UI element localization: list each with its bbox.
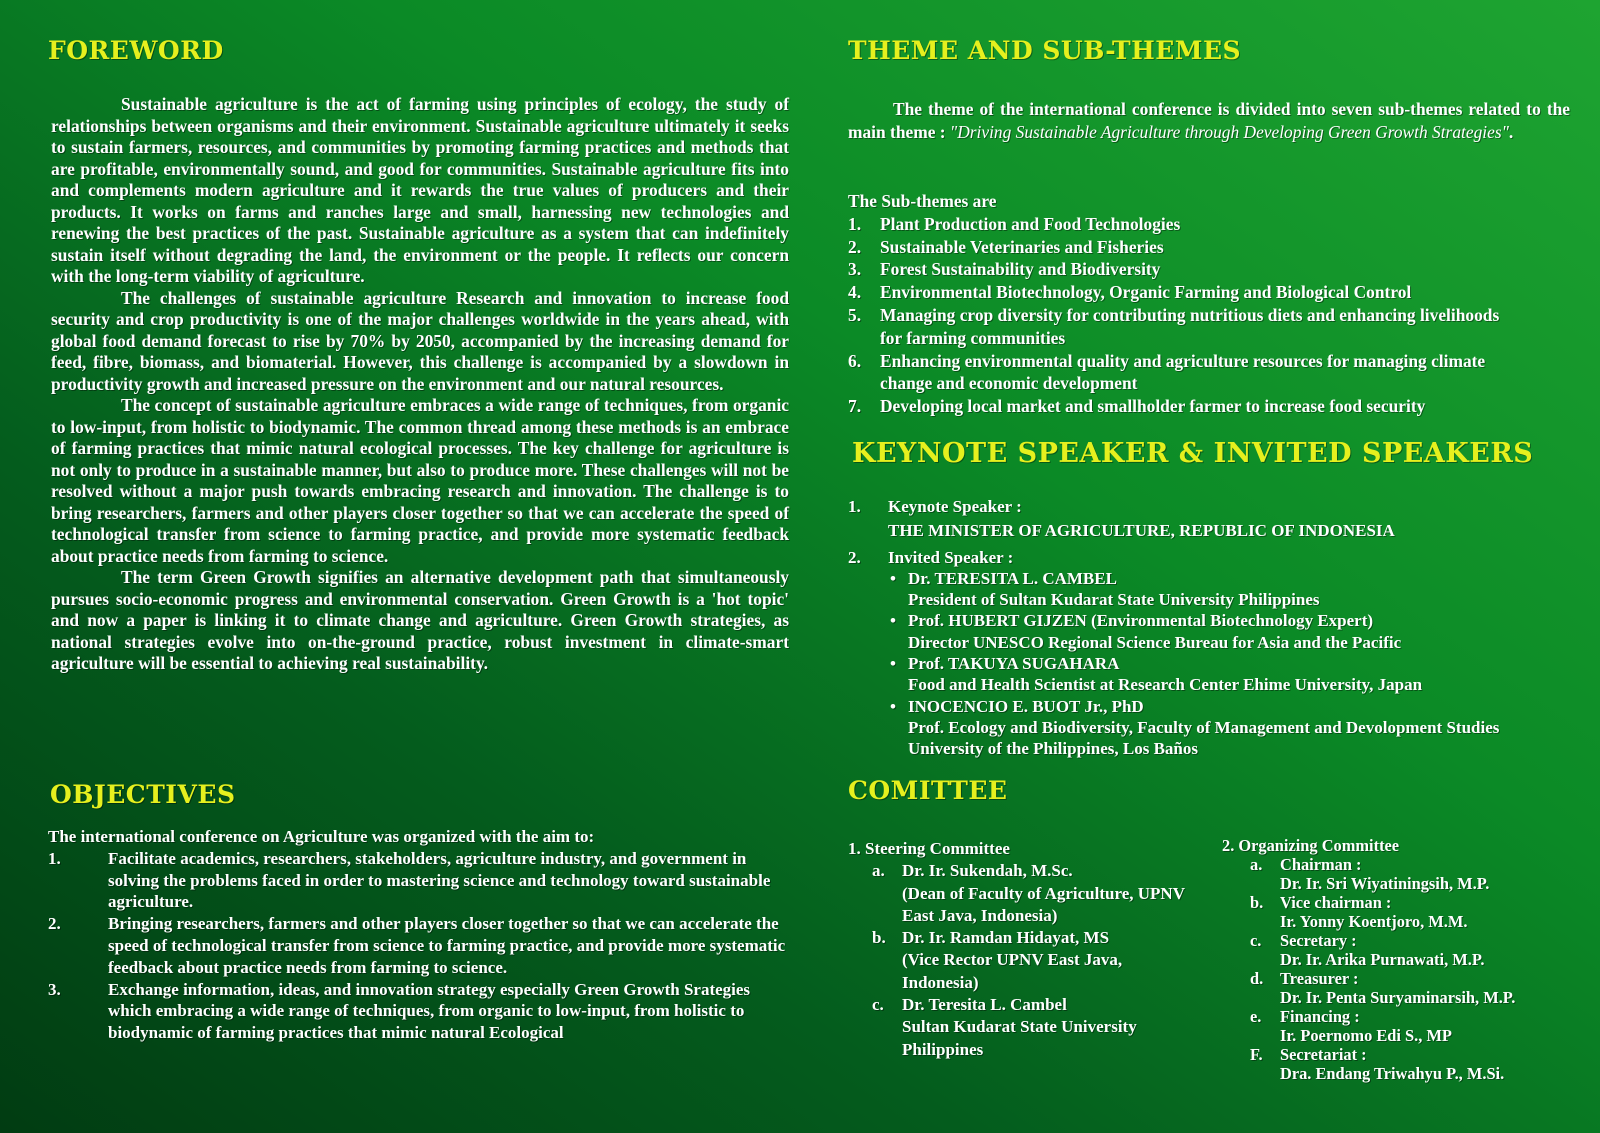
subtheme-text: Managing crop diversity for contributing nutritious diets and enhancing livelihoods for farming communities [880, 304, 1500, 348]
organizing-role [1222, 931, 1568, 969]
role-name: Dra. Endang Triwahyu P., M.Si. [1280, 1064, 1505, 1083]
subtheme-text: Enhancing environmental quality and agriculture resources for managing climate change and economic development [880, 350, 1486, 394]
member-letter: c. [872, 995, 884, 1015]
foreword-paragraph: The concept of sustainable agriculture embraces a wide range of techniques, from organic to low-input, from holistic to biodynamic. The common thread among these methods is an embrace of farming practices that mimic natural ecological processes. The key challenge for agriculture is not only to produce in a sustainable manner, but also to produce more. These challenges will not be resolved without a major push towards embracing research and innovation. The challenge is to bring researchers, farmers and other players closer together so that we can accelerate the speed of technological transfer from science to farming practice, and provide more systematic feedback about practice needs from farming to science. [51, 395, 789, 566]
role-name: Ir. Poernomo Edi S., MP [1280, 1026, 1452, 1045]
speaker-name: Prof. TAKUYA SUGAHARA [908, 654, 1120, 674]
subthemes-list [848, 190, 1568, 418]
objectives-body [48, 826, 790, 1044]
subtheme-text: Sustainable Veterinaries and Fisheries [880, 236, 1164, 257]
invited-speaker [848, 653, 1568, 696]
role-title: Secretariat : [1280, 1045, 1367, 1064]
bullet-icon: • [890, 611, 896, 631]
organizing-role [1222, 1007, 1568, 1045]
invited-speaker [848, 610, 1568, 653]
speaker-name: INOCENCIO E. BUOT Jr., PhD [908, 696, 1144, 716]
role-title: Vice chairman : [1280, 893, 1392, 912]
subtheme-text: Forest Sustainability and Biodiversity [880, 259, 1161, 280]
role-name: Dr. Ir. Penta Suryaminarsih, M.P. [1280, 988, 1516, 1007]
organizing-role [1222, 893, 1568, 931]
foreword-paragraph: The term Green Growth signifies an alternative development path that simultaneously pursues socio-economic progress and environmental conservation. Green Growth is a 'hot topic' and now a paper is linking it to climate change and agriculture. Green Growth strategies, as national strategies evolve into on-the-ground practice, robust investment in climate-smart agriculture will be essential to achieving real sustainability. [51, 567, 789, 673]
subtheme-number: 3. [848, 259, 862, 280]
invited-number: 2. [848, 547, 861, 567]
member-name: Dr. Teresita L. Cambel [902, 995, 1067, 1015]
objectives-title: OBJECTIVES [50, 780, 236, 809]
subtheme-text: Environmental Biotechnology, Organic Farming and Biological Control [880, 282, 1412, 303]
member-name: Dr. Ir. Ramdan Hidayat, MS [902, 928, 1110, 948]
keynote-label: Keynote Speaker : [888, 497, 1022, 516]
objective-number: 2. [48, 914, 61, 934]
subtheme-number: 2. [848, 236, 862, 257]
subtheme-item [848, 281, 1568, 304]
keynote-name: THE MINISTER OF AGRICULTURE, REPUBLIC OF INDONESIA [888, 521, 1395, 541]
subtheme-number: 7. [848, 396, 862, 417]
subtheme-number: 6. [848, 350, 862, 371]
theme-intro-end: . [1508, 121, 1514, 142]
role-name: Ir. Yonny Koentjoro, M.M. [1280, 912, 1468, 931]
foreword-body [51, 94, 789, 675]
steering-heading: 1. Steering Committee [848, 839, 1010, 858]
subtheme-number: 5. [848, 304, 862, 325]
invited-label: Invited Speaker : [888, 547, 1014, 567]
role-letter: F. [1250, 1045, 1263, 1064]
objective-item [48, 979, 790, 1044]
member-letter: a. [872, 861, 885, 881]
steering-committee [848, 838, 1208, 1061]
subtheme-number: 1. [848, 213, 862, 234]
steering-member [848, 860, 1208, 927]
role-name: Dr. Ir. Sri Wiyatiningsih, M.P. [1280, 874, 1490, 893]
organizing-role [1222, 855, 1568, 893]
role-name: Dr. Ir. Arika Purnawati, M.P. [1280, 950, 1485, 969]
bullet-icon: • [890, 654, 896, 674]
theme-intro-text: The theme of the international conference is divided into seven sub-themes related to the main theme : [848, 99, 1570, 142]
subtheme-number: 4. [848, 282, 862, 303]
role-letter: e. [1250, 1007, 1262, 1026]
keynote-row [848, 496, 1568, 517]
member-note: Sultan Kudarat State University Philippines [902, 1017, 1137, 1059]
bullet-icon: • [890, 696, 896, 716]
speaker-role: Director UNESCO Regional Science Bureau for Asia and the Pacific [908, 632, 1402, 652]
main-theme: "Driving Sustainable Agriculture through Developing Green Growth Strategies" [949, 121, 1509, 142]
role-title: Financing : [1280, 1007, 1360, 1026]
steering-member [848, 994, 1208, 1061]
role-title: Secretary : [1280, 931, 1357, 950]
role-letter: b. [1250, 893, 1264, 912]
objective-item [48, 848, 790, 913]
subtheme-item [848, 213, 1568, 236]
objective-number: 1. [48, 848, 61, 868]
committee-title: COMITTEE [848, 776, 1008, 805]
speaker-name: Dr. TERESITA L. CAMBEL [908, 568, 1117, 588]
invited-row [848, 547, 1568, 568]
keynote-number: 1. [848, 497, 861, 516]
objective-item [48, 913, 790, 978]
objectives-intro: The international conference on Agriculture was organized with the aim to: [48, 827, 595, 846]
invited-speaker [848, 568, 1568, 611]
speaker-name: Prof. HUBERT GIJZEN (Environmental Biotechnology Expert) [908, 611, 1374, 631]
objective-text: Facilitate academics, researchers, stakeholders, agriculture industry, and government in solving the problems faced in order to mastering science and technology toward sustainable agriculture. [108, 848, 771, 912]
objective-text: Bringing researchers, farmers and other players closer together so that we can accelerate the speed of technological transfer from science to farming practice, and provide more systematic feedback about practice needs from farming to science. [108, 914, 786, 977]
role-title: Chairman : [1280, 855, 1362, 874]
foreword-paragraph: The challenges of sustainable agriculture Research and innovation to increase food security and crop productivity is one of the major challenges worldwide in the years ahead, with global food demand forecast to rise by 70% by 2050, accompanied by the increasing demand for feed, fibre, biomass, and biomaterial. However, this challenge is accompanied by a slowdown in productivity growth and increased pressure on the environment and our natural resources. [51, 287, 789, 394]
theme-title: THEME AND SUB-THEMES [848, 36, 1242, 65]
organizing-heading: 2. Organizing Committee [1222, 836, 1400, 855]
foreword-title: FOREWORD [48, 36, 224, 65]
subtheme-item [848, 258, 1568, 281]
speaker-role: Food and Health Scientist at Research Center Ehime University, Japan [908, 675, 1423, 695]
member-note: (Dean of Faculty of Agriculture, UPNV East Java, Indonesia) [902, 883, 1185, 925]
bullet-icon: • [890, 568, 896, 588]
organizing-role [1222, 969, 1568, 1007]
speaker-role: Prof. Ecology and Biodiversity, Faculty of Management and Devolopment Studies University of the Philippines, Los Baños [908, 717, 1500, 759]
objective-number: 3. [48, 979, 61, 999]
subthemes-label: The Sub-themes are [848, 191, 997, 211]
role-letter: a. [1250, 855, 1263, 874]
member-name: Dr. Ir. Sukendah, M.Sc. [902, 861, 1073, 881]
subtheme-text: Plant Production and Food Technologies [880, 213, 1181, 234]
steering-member [848, 927, 1208, 994]
member-letter: b. [872, 928, 886, 948]
member-note: (Vice Rector UPNV East Java, Indonesia) [902, 950, 1123, 992]
subtheme-item [848, 304, 1568, 350]
speakers-title: KEYNOTE SPEAKER & INVITED SPEAKERS [852, 438, 1534, 469]
speaker-role: President of Sultan Kudarat State University Philippines [908, 590, 1320, 610]
theme-intro [848, 98, 1570, 143]
speakers-list [848, 496, 1568, 760]
organizing-role [1222, 1045, 1568, 1083]
role-letter: c. [1250, 931, 1262, 950]
role-title: Treasurer : [1280, 969, 1359, 988]
role-letter: d. [1250, 969, 1264, 988]
subtheme-text: Developing local market and smallholder farmer to increase food security [880, 396, 1426, 417]
subtheme-item [848, 395, 1568, 418]
foreword-paragraph: Sustainable agriculture is the act of farming using principles of ecology, the study of relationships between organisms and their environment. Sustainable agriculture ultimately it seeks to sustain farmers, resources, and communities by promoting farming practices and methods that are profitable, environmentally sound, and good for communities. Sustainable agriculture fits into and complements modern agriculture and it rewards the true values of producers and their products. It works on farms and ranches large and small, harnessing new technologies and renewing the best practices of the past. Sustainable agriculture as a system that can indefinitely sustain itself without degrading the land, the environment or the people. It reflects our concern with the long-term viability of agriculture. [51, 94, 789, 286]
invited-speaker [848, 696, 1568, 760]
objective-text: Exchange information, ideas, and innovation strategy especially Green Growth Srategies which embracing a wide range of techniques, from organic to low-input, from holistic to biodynamic of farming practices that mimic natural Ecological [108, 979, 751, 1043]
subtheme-item [848, 350, 1568, 396]
organizing-committee [1222, 836, 1568, 1083]
subtheme-item [848, 236, 1568, 259]
